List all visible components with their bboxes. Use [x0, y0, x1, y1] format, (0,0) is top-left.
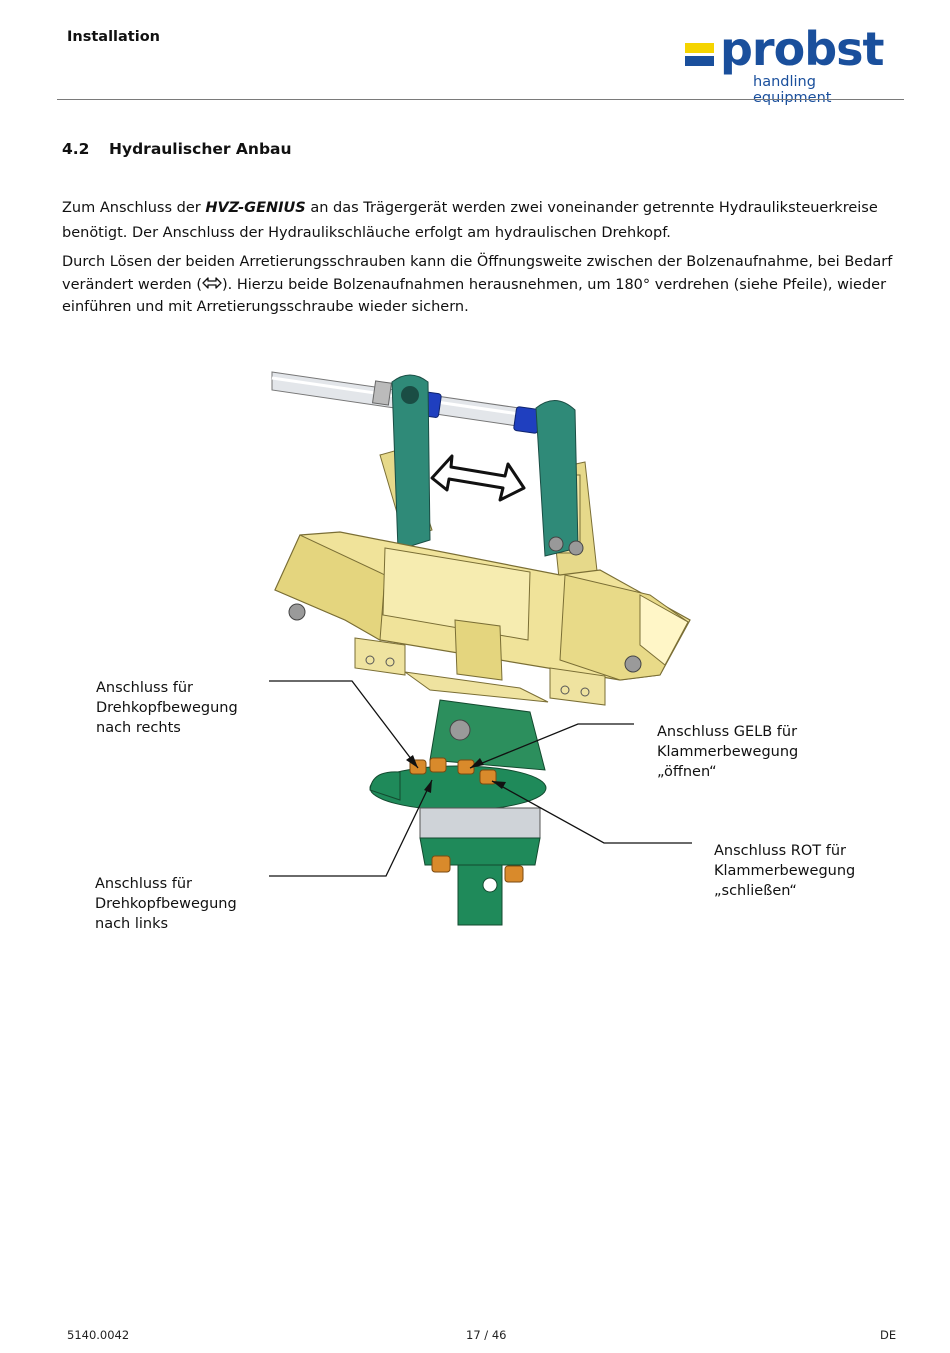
paragraph-connection [62, 196, 902, 245]
adjustment-double-arrow [432, 456, 524, 500]
header-divider [57, 99, 904, 100]
paragraph-adjustment [62, 251, 902, 319]
label-clamp-open-yellow: Anschluss GELB für Klammerbewegung „öffnen“ [657, 724, 799, 780]
product-name: HVZ-GENIUS [205, 200, 306, 216]
p2-text-end: ). Hierzu beide Bolzenaufnahmen herausnehmen, um 180° verdrehen (siehe Pfeile), wieder einführen und mit Arretierungsschraube wieder sichern. [62, 276, 887, 315]
double-arrow-icon [202, 276, 222, 290]
label-rotation-left: Anschluss für Drehkopfbewegung nach links [95, 876, 237, 932]
logo-wordmark: probst [720, 22, 884, 76]
pin-brackets [392, 375, 583, 556]
section-title: Hydraulischer Anbau [109, 140, 292, 158]
section-number: 4.2 [62, 140, 90, 158]
logo-yellow-bar [685, 43, 714, 53]
footer-language: DE [880, 1328, 897, 1342]
footer-page-number: 17 / 46 [466, 1328, 507, 1342]
p2-text-start: Durch Lösen der beiden Arretierungsschrauben kann die Öffnungsweite zwischen der Bolzenaufnahme, bei Bedarf verändert werden ( [62, 254, 893, 293]
p1-text-start: Zum Anschluss der [62, 200, 206, 216]
hydraulic-rotator [370, 700, 546, 925]
logo-blue-bar [685, 56, 714, 66]
yellow-frame [275, 532, 690, 705]
label-rotation-right: Anschluss für Drehkopfbewegung nach rechts [96, 680, 238, 736]
label-clamp-close-red: Anschluss ROT für Klammerbewegung „schließen“ [714, 843, 856, 899]
logo-tagline: handling equipment [753, 74, 832, 106]
p1-text-end: an das Trägergerät werden zwei voneinander getrennte Hydrauliksteuerkreise benötigt. Der Anschluss der Hydraulikschläuche erfolgt am hydraulischen Drehkopf. [62, 200, 878, 241]
probst-logo [683, 22, 898, 106]
footer-doc-number: 5140.0042 [67, 1328, 130, 1342]
header-section-label: Installation [67, 29, 160, 45]
